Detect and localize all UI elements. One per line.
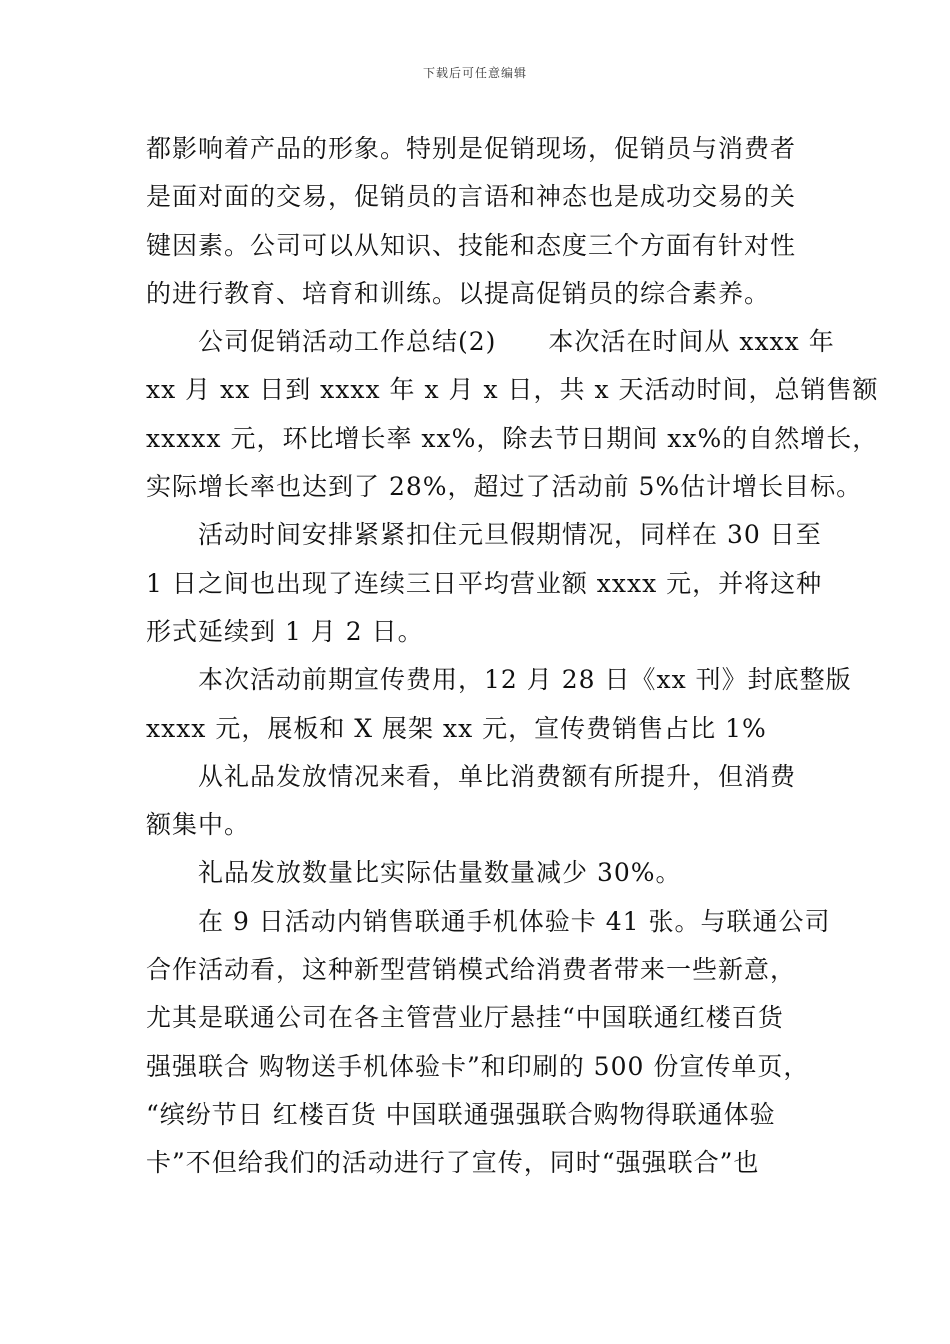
text-line: 公司促销活动工作总结(2) 本次活在时间从 xxxx 年 (198, 327, 835, 357)
text-line: 礼品发放数量比实际估量数量减少 30%。 (198, 858, 682, 888)
text-line: xx 月 xx 日到 xxxx 年 x 月 x 日，共 x 天活动时间，总销售额 (146, 375, 879, 405)
text-line: 额集中。 (146, 810, 251, 840)
text-line: 实际增长率也达到了 28%，超过了活动前 5%估计增长目标。 (146, 472, 863, 502)
text-line: 本次活动前期宣传费用，12 月 28 日《xx 刊》封底整版 (198, 665, 852, 695)
text-line: 卡”不但给我们的活动进行了宣传，同时“强强联合”也 (146, 1148, 760, 1178)
text-line: 键因素。公司可以从知识、技能和态度三个方面有针对性 (146, 230, 797, 260)
text-line: xxxx 元，展板和 X 展架 xx 元，宣传费销售占比 1% (146, 713, 767, 743)
text-line: “缤纷节日 红楼百货 中国联通强强联合购物得联通体验 (146, 1099, 776, 1129)
text-line: 形式延续到 1 月 2 日。 (146, 616, 424, 646)
text-line: xxxxx 元，环比增长率 xx%，除去节日期间 xx%的自然增长， (146, 423, 879, 453)
header-note: 下载后可任意编辑 (422, 66, 527, 80)
text-line: 在 9 日活动内销售联通手机体验卡 41 张。与联通公司 (198, 906, 831, 936)
text-line: 都影响着产品的形象。特别是促销现场，促销员与消费者 (146, 134, 797, 163)
text-line: 的进行教育、培育和训练。以提高促销员的综合素养。 (146, 278, 771, 308)
text-line: 从礼品发放情况来看，单比消费额有所提升，但消费 (198, 761, 797, 791)
text-line: 尤其是联通公司在各主管营业厅悬挂“中国联通红楼百货 (146, 1003, 784, 1033)
text-line: 合作活动看，这种新型营销模式给消费者带来一些新意， (146, 955, 797, 985)
body-text (146, 125, 879, 1188)
text-line: 1 日之间也出现了连续三日平均营业额 xxxx 元，并将这种 (146, 568, 823, 598)
text-line: 强强联合 购物送手机体验卡”和印刷的 500 份宣传单页， (146, 1051, 810, 1081)
text-line: 活动时间安排紧紧扣住元旦假期情况，同样在 30 日至 (198, 520, 822, 550)
text-line: 是面对面的交易，促销员的言语和神态也是成功交易的关 (146, 182, 797, 212)
